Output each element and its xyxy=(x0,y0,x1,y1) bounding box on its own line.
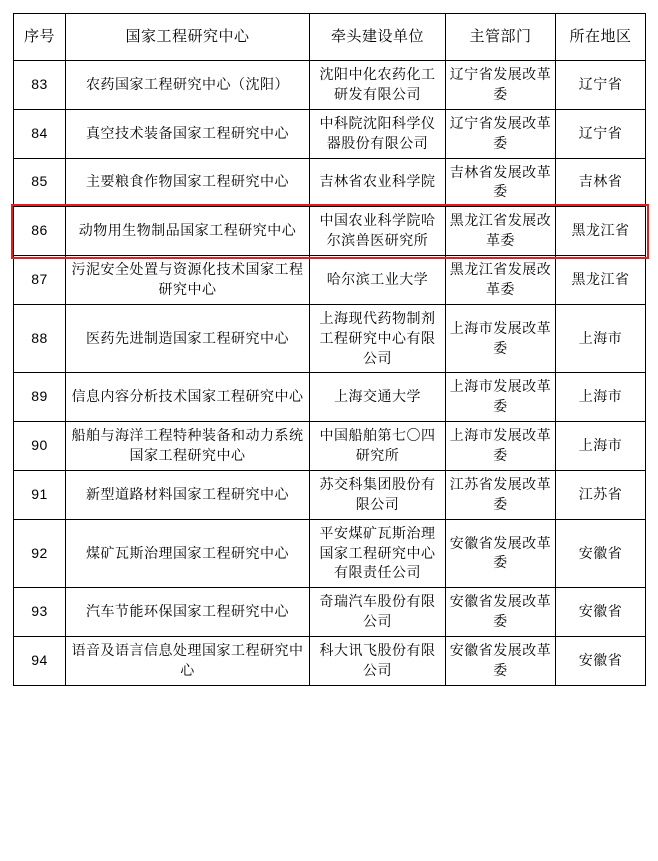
cell-index: 84 xyxy=(14,109,66,158)
table-header-row xyxy=(14,14,646,61)
cell-authority: 黑龙江省发展改革委 xyxy=(446,256,556,305)
cell-authority: 上海市发展改革委 xyxy=(446,304,556,373)
cell-index: 83 xyxy=(14,61,66,110)
table-row xyxy=(14,519,646,588)
cell-authority: 辽宁省发展改革委 xyxy=(446,109,556,158)
cell-index: 90 xyxy=(14,422,66,471)
cell-region: 黑龙江省 xyxy=(556,207,646,256)
cell-region: 辽宁省 xyxy=(556,61,646,110)
header-cell-lead-unit: 牵头建设单位 xyxy=(310,14,446,61)
cell-region: 上海市 xyxy=(556,422,646,471)
cell-lead-unit: 中国船舶第七〇四研究所 xyxy=(310,422,446,471)
cell-lead-unit: 中科院沈阳科学仪器股份有限公司 xyxy=(310,109,446,158)
cell-center-name: 农药国家工程研究中心（沈阳） xyxy=(66,61,310,110)
cell-region: 安徽省 xyxy=(556,588,646,637)
cell-center-name: 真空技术装备国家工程研究中心 xyxy=(66,109,310,158)
cell-center-name: 污泥安全处置与资源化技术国家工程研究中心 xyxy=(66,256,310,305)
cell-authority: 上海市发展改革委 xyxy=(446,373,556,422)
table-row xyxy=(14,373,646,422)
cell-lead-unit: 上海交通大学 xyxy=(310,373,446,422)
cell-authority: 江苏省发展改革委 xyxy=(446,470,556,519)
table-row xyxy=(14,256,646,305)
cell-lead-unit: 沈阳中化农药化工研发有限公司 xyxy=(310,61,446,110)
cell-region: 江苏省 xyxy=(556,470,646,519)
table-row xyxy=(14,109,646,158)
table-body xyxy=(14,61,646,686)
cell-authority: 吉林省发展改革委 xyxy=(446,158,556,207)
cell-region: 上海市 xyxy=(556,304,646,373)
cell-region: 安徽省 xyxy=(556,637,646,686)
cell-region: 上海市 xyxy=(556,373,646,422)
table-row xyxy=(14,422,646,471)
table-row xyxy=(14,304,646,373)
cell-center-name: 主要粮食作物国家工程研究中心 xyxy=(66,158,310,207)
cell-lead-unit: 哈尔滨工业大学 xyxy=(310,256,446,305)
cell-authority: 辽宁省发展改革委 xyxy=(446,61,556,110)
table-row xyxy=(14,470,646,519)
cell-lead-unit: 上海现代药物制剂工程研究中心有限公司 xyxy=(310,304,446,373)
cell-center-name: 煤矿瓦斯治理国家工程研究中心 xyxy=(66,519,310,588)
cell-center-name: 新型道路材料国家工程研究中心 xyxy=(66,470,310,519)
cell-authority: 黑龙江省发展改革委 xyxy=(446,207,556,256)
cell-center-name: 医药先进制造国家工程研究中心 xyxy=(66,304,310,373)
header-cell-authority: 主管部门 xyxy=(446,14,556,61)
header-cell-index: 序号 xyxy=(14,14,66,61)
cell-authority: 安徽省发展改革委 xyxy=(446,519,556,588)
cell-center-name: 船舶与海洋工程特种装备和动力系统国家工程研究中心 xyxy=(66,422,310,471)
cell-authority: 安徽省发展改革委 xyxy=(446,637,556,686)
cell-index: 94 xyxy=(14,637,66,686)
header-cell-center-name: 国家工程研究中心 xyxy=(66,14,310,61)
cell-lead-unit: 中国农业科学院哈尔滨兽医研究所 xyxy=(310,207,446,256)
cell-index: 88 xyxy=(14,304,66,373)
cell-index: 89 xyxy=(14,373,66,422)
cell-lead-unit: 平安煤矿瓦斯治理国家工程研究中心有限责任公司 xyxy=(310,519,446,588)
table-row xyxy=(14,588,646,637)
cell-authority: 安徽省发展改革委 xyxy=(446,588,556,637)
cell-index: 87 xyxy=(14,256,66,305)
cell-index: 85 xyxy=(14,158,66,207)
cell-region: 吉林省 xyxy=(556,158,646,207)
cell-index: 91 xyxy=(14,470,66,519)
cell-lead-unit: 吉林省农业科学院 xyxy=(310,158,446,207)
cell-region: 安徽省 xyxy=(556,519,646,588)
header-cell-region: 所在地区 xyxy=(556,14,646,61)
table-row-highlighted xyxy=(14,207,646,256)
table-row xyxy=(14,637,646,686)
cell-region: 辽宁省 xyxy=(556,109,646,158)
national-engineering-research-center-table xyxy=(13,13,646,686)
cell-lead-unit: 苏交科集团股份有限公司 xyxy=(310,470,446,519)
table-header xyxy=(14,14,646,61)
cell-authority: 上海市发展改革委 xyxy=(446,422,556,471)
cell-lead-unit: 科大讯飞股份有限公司 xyxy=(310,637,446,686)
cell-index: 93 xyxy=(14,588,66,637)
cell-index: 92 xyxy=(14,519,66,588)
cell-index: 86 xyxy=(14,207,66,256)
table-row xyxy=(14,61,646,110)
table-row xyxy=(14,158,646,207)
cell-center-name: 动物用生物制品国家工程研究中心 xyxy=(66,207,310,256)
cell-center-name: 语音及语言信息处理国家工程研究中心 xyxy=(66,637,310,686)
cell-center-name: 信息内容分析技术国家工程研究中心 xyxy=(66,373,310,422)
cell-center-name: 汽车节能环保国家工程研究中心 xyxy=(66,588,310,637)
cell-region: 黑龙江省 xyxy=(556,256,646,305)
cell-lead-unit: 奇瑞汽车股份有限公司 xyxy=(310,588,446,637)
